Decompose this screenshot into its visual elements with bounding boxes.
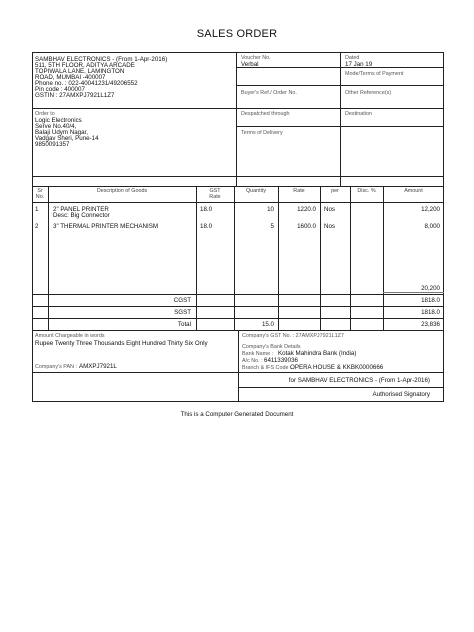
total-label: Total bbox=[177, 321, 191, 328]
sgst-value: 1818.0 bbox=[421, 309, 440, 316]
words-label: Amount Chargeable in words bbox=[35, 333, 105, 339]
hline bbox=[32, 176, 444, 177]
header-amount: Amount bbox=[404, 188, 423, 194]
row1-sub: Desc: Big Connector bbox=[53, 212, 110, 219]
seller-gstin: GSTIN : 27AMXPJ7921L1Z7 bbox=[35, 92, 115, 99]
buyer-line: Serve No.40/4, bbox=[35, 123, 77, 130]
branch-label: Branch & IFS Code : bbox=[242, 365, 292, 371]
document-title: SALES ORDER bbox=[196, 28, 278, 40]
branch-value: OPERA HOUSE & KKBK0000666 bbox=[290, 364, 384, 371]
row1-qty: 10 bbox=[267, 206, 274, 213]
seller-line: Phone no. : 022-40041231/49206552 bbox=[35, 80, 138, 87]
acno-value: 6411339036 bbox=[264, 357, 298, 364]
bank-name-label: Bank Name : bbox=[242, 351, 274, 357]
header-per: per bbox=[331, 188, 339, 194]
acno-label: A/c No. : bbox=[242, 358, 263, 364]
despatched-label: Despatched through bbox=[241, 111, 290, 117]
row2-sr: 2 bbox=[35, 223, 39, 230]
buyer-line: Vadgav Sheri, Pune-14 bbox=[35, 135, 99, 142]
voucher-label: Voucher No. bbox=[241, 55, 271, 61]
mode-label: Mode/Terms of Payment bbox=[345, 71, 404, 77]
words-value: Rupee Twenty Three Thousands Eight Hundred Thirty Six Only bbox=[35, 340, 208, 347]
row2-per: Nos bbox=[324, 223, 336, 230]
col-line bbox=[320, 186, 321, 330]
buyer-line: Balaji Udym Nagar, bbox=[35, 129, 88, 136]
other-ref-label: Other Reference(s) bbox=[345, 90, 392, 96]
hline bbox=[236, 67, 444, 68]
row1-per: Nos bbox=[324, 206, 336, 213]
row2-rate: 1600.0 bbox=[297, 223, 316, 230]
seller-line: ROAD, MUMBAI -400007 bbox=[35, 74, 106, 81]
col-line bbox=[196, 186, 197, 330]
hline bbox=[32, 306, 444, 307]
row2-desc: 3" THERMAL PRINTER MECHANISM bbox=[53, 223, 158, 230]
hline bbox=[236, 108, 444, 109]
row1-desc: 2" PANEL PRINTER bbox=[53, 206, 109, 213]
col-line bbox=[350, 186, 351, 330]
seller-line: TOPIWALA LANE, LAMINGTON bbox=[35, 68, 125, 75]
header-divider bbox=[236, 52, 237, 186]
footer-note: This is a Computer Generated Document bbox=[180, 411, 294, 418]
buyer-ref-label: Buyer's Ref./ Order No. bbox=[241, 90, 297, 96]
sgst-label: SGST bbox=[174, 309, 191, 316]
seller-line: Pin code : 400007 bbox=[35, 86, 85, 93]
seller-line: SAMBHAV ELECTRONICS - (From 1-Apr-2016) bbox=[35, 56, 168, 63]
row2-gst: 18.0 bbox=[200, 223, 213, 230]
cgst-label: CGST bbox=[173, 297, 191, 304]
pan-value: AMXPJ7921L bbox=[79, 363, 117, 370]
seller-buyer-divider bbox=[32, 108, 236, 109]
header-divider-2 bbox=[340, 52, 341, 186]
seller-line: 511, 5TH FLOOR, ADITYA ARCADE bbox=[35, 62, 135, 69]
hline bbox=[236, 85, 444, 86]
hline bbox=[32, 318, 444, 319]
bank-label: Company's Bank Details bbox=[242, 344, 301, 350]
destination-label: Destination bbox=[345, 111, 372, 117]
total-amount: 23,836 bbox=[421, 321, 440, 328]
subtotal-amount: 20,200 bbox=[421, 285, 440, 292]
hline bbox=[32, 294, 444, 295]
row1-gst: 18.0 bbox=[200, 206, 213, 213]
row1-sr: 1 bbox=[35, 206, 39, 213]
header-rate: Rate bbox=[293, 188, 305, 194]
header-desc: Description of Goods bbox=[96, 188, 148, 194]
hline bbox=[236, 126, 444, 127]
buyer-phone: 9850091357 bbox=[35, 141, 70, 148]
voucher-value: Verbal bbox=[241, 61, 259, 68]
row2-amount: 8,000 bbox=[424, 223, 440, 230]
row1-rate: 1220.0 bbox=[297, 206, 316, 213]
header-disc: Disc. % bbox=[357, 188, 376, 194]
header-qty: Quantity bbox=[245, 188, 267, 194]
hline bbox=[238, 387, 444, 388]
dated-value: 17 Jan 19 bbox=[345, 61, 373, 68]
row1-amount: 12,200 bbox=[421, 206, 440, 213]
terms-label: Terms of Delivery bbox=[241, 130, 283, 136]
dated-label: Dated bbox=[345, 55, 360, 61]
header-gst: GST Rate bbox=[209, 188, 221, 201]
buyer-label: Order to bbox=[35, 111, 55, 117]
row2-qty: 5 bbox=[270, 223, 274, 230]
company-gst: Company's GST No. : 27AMXPJ7921L1Z7 bbox=[242, 333, 344, 339]
bottom-divider bbox=[238, 330, 239, 372]
total-qty: 15.0 bbox=[261, 321, 274, 328]
authorised-signatory: Authorised Signatory bbox=[372, 391, 430, 398]
cgst-value: 1818.0 bbox=[421, 297, 440, 304]
bank-name-value: Kotak Mahindra Bank (India) bbox=[278, 350, 357, 357]
pan-label: Company's PAN : bbox=[35, 364, 77, 370]
signature-for: for SAMBHAV ELECTRONICS - (From 1-Apr-2016) bbox=[288, 377, 430, 384]
buyer-line: Logic Electronics bbox=[35, 117, 82, 124]
header-sr: Sr No. bbox=[35, 188, 45, 201]
